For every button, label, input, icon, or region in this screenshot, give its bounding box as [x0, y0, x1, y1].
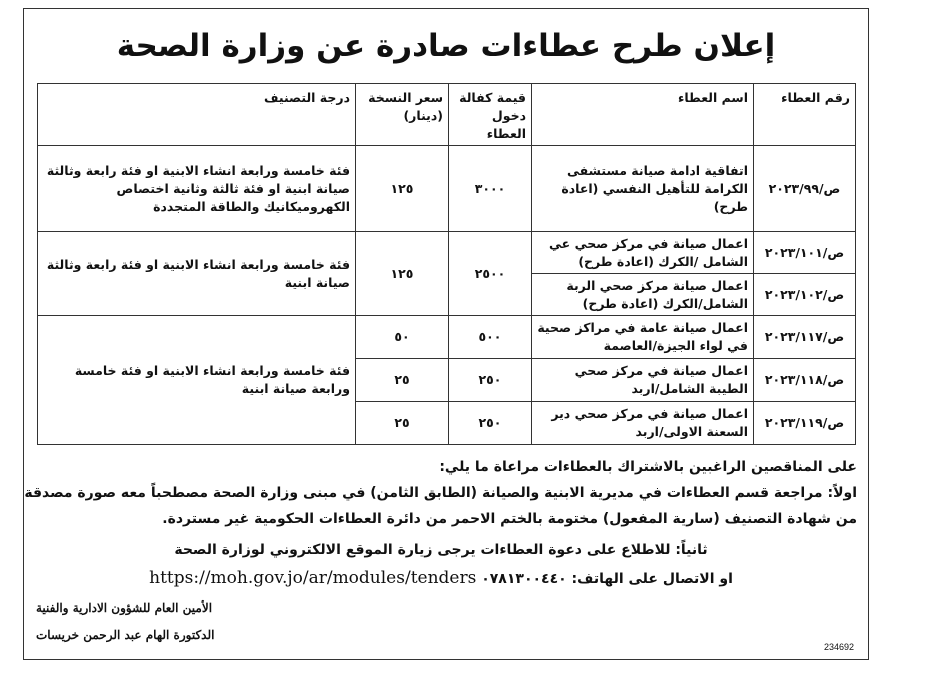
- notes-intro: على المناقصين الراغبين بالاشتراك بالعطاءات مراعاة ما يلي:: [439, 459, 857, 475]
- ad-title: إعلان طرح عطاءات صادرة عن وزارة الصحة: [116, 28, 776, 64]
- signature-title: الأمين العام للشؤون الادارية والفنية: [36, 601, 213, 615]
- phone-text: او الاتصال على الهاتف: ٠٧٨١٣٠٠٤٤٠: [481, 571, 733, 587]
- tender-guarantee: ٢٥٠: [449, 402, 532, 445]
- ad-number: 234692: [824, 642, 855, 652]
- tender-guarantee: ٣٠٠٠: [449, 146, 532, 232]
- header-name: اسم العطاء: [532, 84, 754, 146]
- tender-classification: فئة خامسة ورابعة انشاء الابنية او فئة رابعة وثالثة صيانة ابنية او فئة ثالثة وثانية اختصاص الكهروميكانيك والطاقة المتجددة: [38, 146, 356, 232]
- tender-number: ص/٢٠٢٣/١٠٢: [754, 274, 856, 316]
- tender-name: اعمال صيانة في مركز صحي عي الشامل /الكرك (اعادة طرح): [532, 232, 754, 274]
- tender-name: اعمال صيانة مركز صحي الربة الشامل/الكرك (اعادة طرح): [532, 274, 754, 316]
- tender-name: اعمال صيانة عامة في مراكز صحية في لواء الجيزة/العاصمة: [532, 316, 754, 359]
- tender-number: ص/٢٠٢٣/١١٨: [754, 359, 856, 402]
- tender-price: ٥٠: [356, 316, 449, 359]
- tender-price: ٢٥: [356, 359, 449, 402]
- signature-name: الدكتورة الهام عبد الرحمن خريسات: [36, 628, 215, 642]
- notes-first-line1: اولاً: مراجعة قسم العطاءات في مديرية الابنية والصيانة (الطابق الثامن) في مبنى وزارة الصحة مصطحباً معه صورة مصدقة: [24, 485, 857, 501]
- tender-price: ١٢٥: [356, 232, 449, 316]
- tender-price: ١٢٥: [356, 146, 449, 232]
- table-row: [38, 232, 856, 274]
- header-classification: درجة التصنيف: [38, 84, 356, 146]
- tender-classification: فئة خامسة ورابعة انشاء الابنية او فئة خامسة ورابعة صيانة ابنية: [38, 316, 356, 445]
- header-number: رقم العطاء: [754, 84, 856, 146]
- notes-second: ثانياً: للاطلاع على دعوة العطاءات يرجى زيارة الموقع الالكتروني لوزارة الصحة: [174, 542, 708, 558]
- tender-number: ص/٢٠٢٣/١١٧: [754, 316, 856, 359]
- tender-guarantee: ٢٥٠٠: [449, 232, 532, 316]
- tender-name: اتفاقية ادامة صيانة مستشفى الكرامة للتأهيل النفسي (اعادة طرح): [532, 146, 754, 232]
- tenders-url-link[interactable]: https://moh.gov.jo/ar/modules/tenders: [149, 568, 477, 588]
- header-guarantee: قيمة كفالة دخول العطاء: [449, 84, 532, 146]
- tender-guarantee: ٢٥٠: [449, 359, 532, 402]
- tender-price: ٢٥: [356, 402, 449, 445]
- tender-number: ص/٢٠٢٣/١١٩: [754, 402, 856, 445]
- notes-contact: [61, 568, 821, 588]
- tender-name: اعمال صيانة في مركز صحي الطيبة الشامل/اربد: [532, 359, 754, 402]
- tender-guarantee: ٥٠٠: [449, 316, 532, 359]
- table-row: [38, 316, 856, 359]
- header-price: سعر النسخة (دينار): [356, 84, 449, 146]
- tenders-table: [37, 83, 856, 445]
- tender-number: ص/٢٠٢٣/٩٩: [754, 146, 856, 232]
- tender-name: اعمال صيانة في مركز صحي دير السعنة الاولى/اربد: [532, 402, 754, 445]
- tender-number: ص/٢٠٢٣/١٠١: [754, 232, 856, 274]
- table-header-row: [38, 84, 856, 146]
- table-row: [38, 146, 856, 232]
- notes-first-line2: من شهادة التصنيف (سارية المفعول) مختومة بالختم الاحمر من دائرة العطاءات الحكومية غير مستردة.: [162, 511, 857, 527]
- tender-classification: فئة خامسة ورابعة انشاء الابنية او فئة رابعة وثالثة صيانة ابنية: [38, 232, 356, 316]
